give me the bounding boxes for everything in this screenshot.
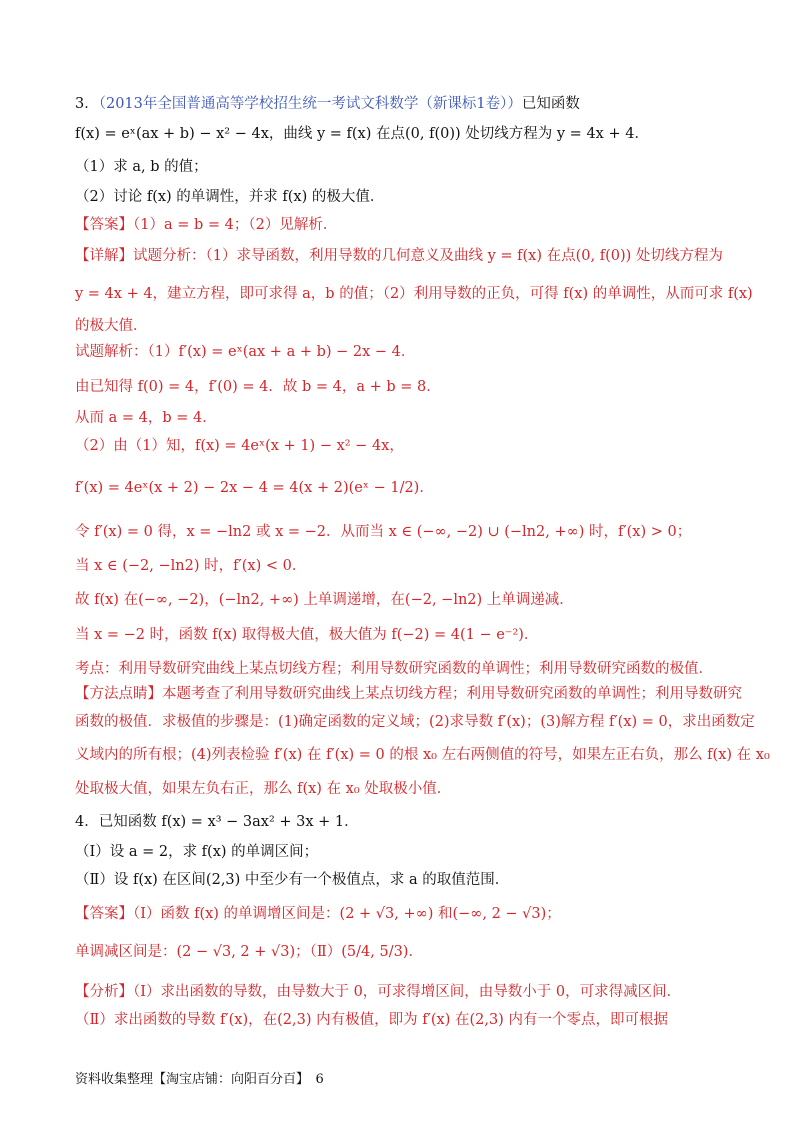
problem-number: 4．: [75, 814, 99, 830]
problem-4-answer-line: 单调减区间是：(2 − √3, 2 + √3)；（Ⅱ）(5/4, 5/3)．: [75, 944, 423, 960]
detail-line: 【详解】试题分析：（1）求导函数，利用导数的几何意义及曲线 y = f(x) 在点(0, f(0)) 处切线方程为: [75, 248, 723, 264]
problem-3-given: f(x) = eˣ(ax + b) − x² − 4x，曲线 y = f(x) 在点(0, f(0)) 处切线方程为 y = 4x + 4．: [75, 126, 649, 142]
problem-3-header: [75, 94, 580, 114]
problem-number: 3．: [75, 96, 99, 112]
page-footer: 资料收集整理【淘宝店铺：向阳百分百】 6: [75, 1072, 324, 1087]
method-line: 函数的极值．求极值的步骤是：(1)确定函数的定义域；(2)求导数 f′(x)；(3)解方程 f′(x) = 0，求出函数定: [75, 714, 755, 730]
problem-4-question-2: （Ⅱ）设 f(x) 在区间(2,3) 中至少有一个极值点，求 a 的取值范围．: [75, 872, 510, 888]
problem-3-question-1: （1）求 a, b 的值；: [75, 159, 208, 175]
solution-line: 当 x = −2 时，函数 f(x) 取得极大值，极大值为 f(−2) = 4(1 − e⁻²)．: [75, 627, 539, 643]
solution-line: 由已知得 f(0) = 4，f′(0) = 4．故 b = 4，a + b = 8．: [75, 379, 441, 395]
problem-4-header: [75, 812, 359, 832]
problem-3-question-2: （2）讨论 f(x) 的单调性，并求 f(x) 的极大值．: [75, 189, 385, 205]
problem-4-question-1: （Ⅰ）设 a = 2，求 f(x) 的单调区间；: [75, 844, 319, 860]
solution-line: f′(x) = 4eˣ(x + 2) − 2x − 4 = 4(x + 2)(eˣ − 1/2)．: [75, 480, 434, 496]
problem-intro: 已知函数: [521, 96, 580, 112]
problem-intro: 已知函数 f(x) = x³ − 3ax² + 3x + 1．: [98, 814, 359, 830]
analysis-line: 【分析】（Ⅰ）求出函数的导数，由导数大于 0，可求得增区间，由导数小于 0，可求得减区间．: [75, 984, 682, 1000]
problem-3-answer: 【答案】（1）a = b = 4；（2）见解析．: [75, 217, 338, 233]
method-line: 处取极大值，如果左负右正，那么 f(x) 在 x₀ 处取极小值．: [75, 781, 452, 797]
method-line: 【方法点睛】本题考查了利用导数研究曲线上某点切线方程；利用导数研究函数的单调性；利用导数研究: [75, 686, 742, 702]
problem-source: （2013年全国普通高等学校招生统一考试文科数学（新课标1卷））: [98, 96, 522, 112]
solution-line: 故 f(x) 在(−∞, −2)，(−ln2, +∞) 上单调递增，在(−2, −ln2) 上单调递减．: [75, 592, 574, 608]
problem-4-answer-line: 【答案】（Ⅰ）函数 f(x) 的单调增区间是：(2 + √3, +∞) 和(−∞, 2 − √3)；: [75, 906, 561, 922]
detail-line: 的极大值．: [75, 318, 148, 334]
solution-line: 令 f′(x) = 0 得，x = −ln2 或 x = −2．从而当 x ∈ (−∞, −2) ∪ (−ln2, +∞) 时，f′(x) > 0；: [75, 524, 692, 540]
kaodian: 考点：利用导数研究曲线上某点切线方程；利用导数研究函数的单调性；利用导数研究函数的极值．: [75, 661, 713, 677]
method-line: 义域内的所有根；(4)列表检验 f′(x) 在 f′(x) = 0 的根 x₀ 左右两侧值的符号，如果左正右负，那么 f(x) 在 x₀: [75, 747, 770, 763]
detail-line: y = 4x + 4，建立方程，即可求得 a，b 的值；（2）利用导数的正负，可得 f(x) 的单调性，从而可求 f(x): [75, 286, 753, 302]
solution-line: （2）由（1）知，f(x) = 4eˣ(x + 1) − x² − 4x，: [75, 438, 404, 454]
solution-line: 从而 a = 4，b = 4．: [75, 410, 217, 426]
solution-line: 试题解析：（1）f′(x) = eˣ(ax + a + b) − 2x − 4．: [75, 344, 416, 360]
analysis-line: （Ⅱ）求出函数的导数 f′(x)，在(2,3) 内有极值，即为 f′(x) 在(2,3) 内有一个零点，即可根据: [75, 1012, 668, 1028]
solution-line: 当 x ∈ (−2, −ln2) 时，f′(x) < 0．: [75, 558, 307, 574]
